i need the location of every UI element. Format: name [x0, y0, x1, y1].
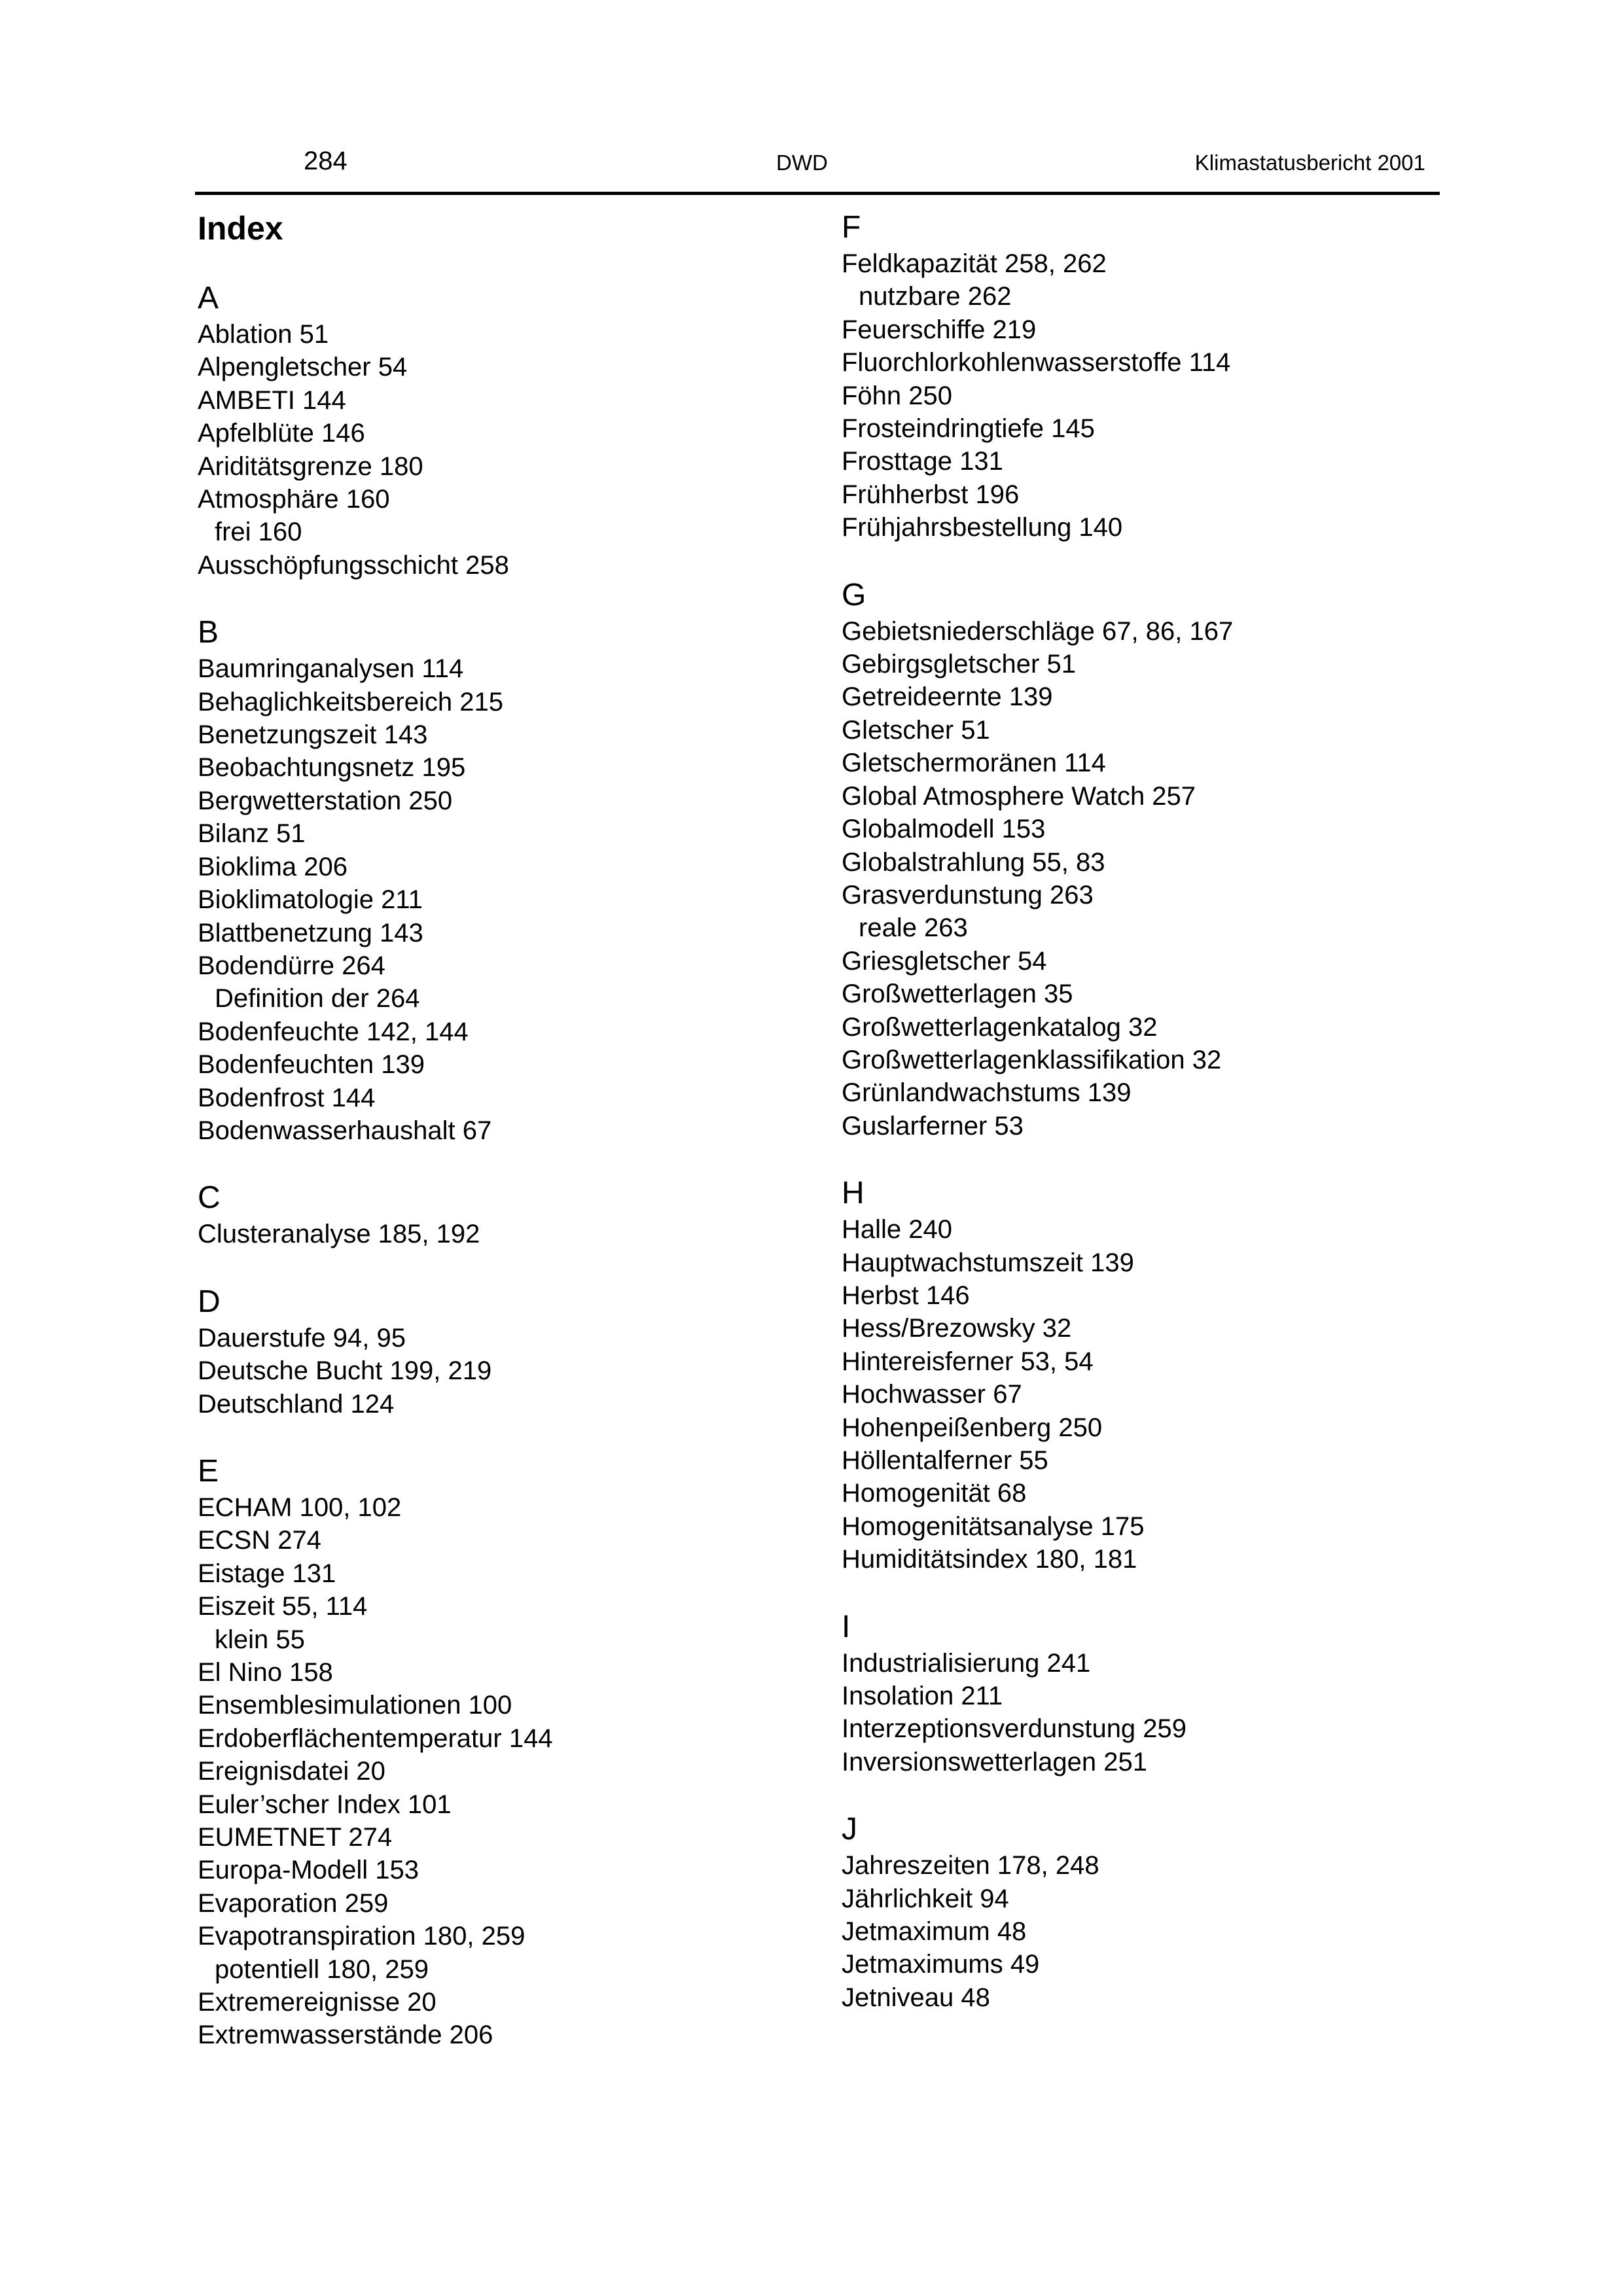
index-entry: Extremwasserstände 206	[198, 2021, 493, 2050]
section-letter: B	[198, 615, 219, 650]
section-letter: A	[198, 281, 219, 315]
section-letter: I	[842, 1609, 851, 1644]
index-entry: Blattbenetzung 143	[198, 918, 423, 947]
index-column-right	[842, 208, 1431, 2045]
index-subentry: nutzbare 262	[859, 282, 1012, 311]
index-entry: Hochwasser 67	[842, 1380, 1022, 1409]
header-rule	[195, 192, 1440, 195]
index-section-c	[198, 1178, 787, 1250]
index-entry: Europa-Modell 153	[198, 1856, 419, 1885]
index-entry: Globalmodell 153	[842, 815, 1046, 844]
index-section-e	[198, 1452, 787, 2052]
section-letter: D	[198, 1284, 221, 1319]
index-entry: Halle 240	[842, 1215, 953, 1245]
index-entry: Großwetterlagen 35	[842, 980, 1073, 1009]
index-entry: Inversionswetterlagen 251	[842, 1747, 1147, 1776]
index-entry: Bodenfrost 144	[198, 1083, 376, 1112]
section-letter: G	[842, 577, 866, 612]
index-entry: Jahreszeiten 178, 248	[842, 1851, 1099, 1881]
report-title: Klimastatusbericht 2001	[1194, 150, 1425, 175]
index-entry: Ensemblesimulationen 100	[198, 1691, 512, 1720]
index-section-j	[842, 1810, 1431, 2014]
index-entry: Interzeptionsverdunstung 259	[842, 1714, 1187, 1744]
index-column-left	[198, 208, 787, 2083]
index-entry: Jetniveau 48	[842, 1983, 990, 2012]
index-entry: Bodenfeuchte 142, 144	[198, 1017, 469, 1046]
index-subentry: frei 160	[215, 518, 302, 547]
index-entry: Frosttage 131	[842, 447, 1003, 476]
index-entry: Hauptwachstumszeit 139	[842, 1248, 1134, 1277]
publisher-label: DWD	[776, 150, 828, 175]
index-entry: Ausschöpfungsschicht 258	[198, 550, 509, 580]
index-entry: Eistage 131	[198, 1559, 336, 1588]
index-entry: Großwetterlagenklassifikation 32	[842, 1045, 1222, 1074]
index-entry: Bilanz 51	[198, 819, 306, 849]
index-entry: Bergwetterstation 250	[198, 786, 453, 815]
index-entry: Benetzungszeit 143	[198, 720, 428, 750]
index-entry: Homogenitätsanalyse 175	[842, 1511, 1145, 1541]
section-letter: C	[198, 1180, 221, 1216]
index-subentry: klein 55	[215, 1625, 305, 1654]
section-letter: J	[842, 1812, 857, 1847]
index-section-g	[842, 576, 1431, 1143]
index-entry: Behaglichkeitsbereich 215	[198, 687, 503, 716]
index-entry: Ereignisdatei 20	[198, 1757, 385, 1786]
index-entry: Frühjahrsbestellung 140	[842, 513, 1123, 542]
page-title: Index	[198, 210, 283, 247]
index-entry: Herbst 146	[842, 1280, 970, 1310]
index-subentry: reale 263	[859, 913, 968, 943]
index-entry: Hintereisferner 53, 54	[842, 1347, 1094, 1376]
index-entry: Erdoberflächentemperatur 144	[198, 1723, 553, 1753]
index-entry: Bodendürre 264	[198, 951, 385, 980]
index-entry: Guslarferner 53	[842, 1111, 1024, 1140]
index-section-a	[198, 279, 787, 582]
index-entry: Dauerstufe 94, 95	[198, 1323, 406, 1352]
index-entry: Bioklimatologie 211	[198, 885, 423, 915]
index-entry: El Nino 158	[198, 1658, 333, 1687]
index-entry: Gletschermoränen 114	[842, 749, 1106, 778]
index-entry: Euler’scher Index 101	[198, 1790, 452, 1819]
index-entry: Beobachtungsnetz 195	[198, 753, 466, 783]
index-entry: Feuerschiffe 219	[842, 315, 1037, 344]
index-entry: Jährlichkeit 94	[842, 1884, 1009, 1913]
index-section-d	[198, 1282, 787, 1421]
index-section-h	[842, 1174, 1431, 1576]
index-entry: Atmosphäre 160	[198, 485, 390, 514]
index-entry: Feldkapazität 258, 262	[842, 249, 1107, 278]
index-entry: Grünlandwachstums 139	[842, 1078, 1132, 1108]
index-section-f	[842, 208, 1431, 544]
index-subentry: potentiell 180, 259	[215, 1954, 429, 1984]
index-entry: Insolation 211	[842, 1682, 1003, 1711]
index-entry: Fluorchlorkohlenwasserstoffe 114	[842, 348, 1231, 378]
index-entry: Gletscher 51	[842, 715, 990, 745]
section-letter: F	[842, 210, 861, 245]
index-entry: Bodenfeuchten 139	[198, 1050, 425, 1080]
section-letter: E	[198, 1453, 219, 1489]
index-entry: Baumringanalysen 114	[198, 654, 464, 684]
index-entry: Apfelblüte 146	[198, 419, 365, 448]
index-entry: ECSN 274	[198, 1526, 321, 1555]
index-entry: Grasverdunstung 263	[842, 880, 1094, 910]
index-section-i	[842, 1608, 1431, 1779]
index-entry: Evaporation 259	[198, 1888, 389, 1918]
index-section-b	[198, 613, 787, 1147]
index-entry: Föhn 250	[842, 381, 953, 410]
index-entry: Höllentalferner 55	[842, 1446, 1048, 1475]
index-entry: Globalstrahlung 55, 83	[842, 847, 1105, 877]
index-entry: Evapotranspiration 180, 259	[198, 1922, 526, 1951]
index-entry: Frosteindringtiefe 145	[842, 414, 1095, 444]
index-subentry: Definition der 264	[215, 984, 420, 1014]
index-entry: Deutsche Bucht 199, 219	[198, 1356, 492, 1386]
page-number: 284	[304, 147, 348, 175]
index-entry: Frühherbst 196	[842, 480, 1020, 509]
index-entry: Deutschland 124	[198, 1389, 395, 1419]
index-entry: Jetmaximums 49	[842, 1950, 1040, 1979]
index-entry: Griesgletscher 54	[842, 946, 1047, 976]
index-entry: Alpengletscher 54	[198, 353, 408, 382]
index-entry: Getreideernte 139	[842, 682, 1053, 712]
index-entry: Jetmaximum 48	[842, 1917, 1027, 1947]
index-entry: Industrialisierung 241	[842, 1648, 1091, 1678]
index-entry: Gebirgsgletscher 51	[842, 650, 1076, 679]
index-entry: EUMETNET 274	[198, 1823, 393, 1852]
index-entry: Gebietsniederschläge 67, 86, 167	[842, 616, 1234, 646]
index-entry: Eiszeit 55, 114	[198, 1592, 368, 1621]
index-entry: Clusteranalyse 185, 192	[198, 1220, 480, 1249]
index-entry: Ariditätsgrenze 180	[198, 451, 423, 481]
index-entry: Ablation 51	[198, 320, 329, 349]
page-header	[195, 141, 1438, 194]
index-entry: Extremereignisse 20	[198, 1988, 437, 2017]
index-entry: Humiditätsindex 180, 181	[842, 1545, 1137, 1574]
index-entry: ECHAM 100, 102	[198, 1492, 402, 1522]
index-entry: AMBETI 144	[198, 385, 346, 415]
index-entry: Bodenwasserhaushalt 67	[198, 1116, 492, 1145]
section-letter: H	[842, 1176, 865, 1211]
index-entry: Hohenpeißenberg 250	[842, 1413, 1103, 1442]
index-entry: Homogenität 68	[842, 1479, 1027, 1508]
index-entry: Großwetterlagenkatalog 32	[842, 1012, 1158, 1042]
index-entry: Global Atmosphere Watch 257	[842, 781, 1196, 811]
index-entry: Bioklima 206	[198, 852, 348, 881]
index-entry: Hess/Brezowsky 32	[842, 1314, 1072, 1343]
